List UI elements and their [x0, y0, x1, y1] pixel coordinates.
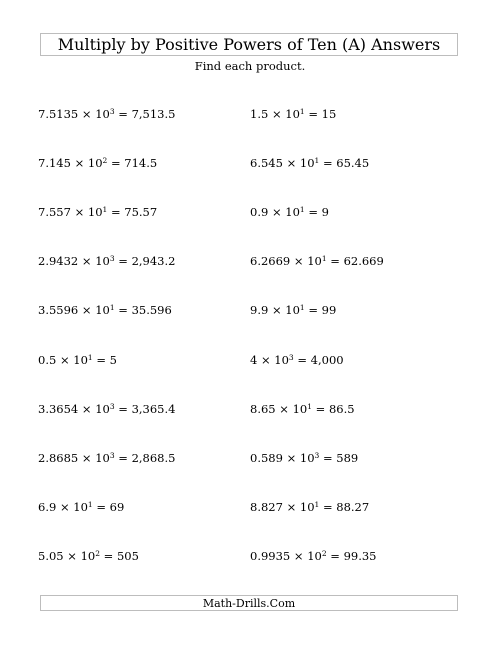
equals-sign: =	[308, 107, 318, 121]
problem-exponent: 1	[307, 401, 312, 411]
problem-answer: 75.57	[124, 205, 158, 220]
problem-right-1	[250, 107, 336, 121]
problem-answer: 35.596	[131, 303, 172, 318]
problem-left-8	[38, 451, 175, 465]
power-base-ten: 10	[87, 156, 103, 171]
problem-base: 0.9	[250, 205, 269, 220]
problem-base: 8.65	[250, 401, 276, 416]
worksheet-title: Multiply by Positive Powers of Ten (A) Answers	[40, 33, 458, 56]
power-base-ten: 10	[307, 548, 322, 563]
problem-base: 7.145	[38, 156, 71, 171]
problem-answer: 9	[321, 205, 329, 220]
problem-base: 2.8685	[38, 450, 79, 465]
problem-exponent: 1	[299, 107, 305, 116]
power-base-ten: 10	[95, 303, 110, 318]
equals-sign: =	[308, 303, 318, 318]
equals-sign: =	[330, 548, 340, 563]
times-sign: ×	[293, 548, 304, 563]
problem-answer: 505	[116, 548, 139, 563]
problem-base: 1.5	[250, 107, 269, 121]
problem-answer: 2,868.5	[131, 450, 176, 465]
times-sign: ×	[67, 548, 77, 563]
equals-sign: =	[330, 254, 340, 269]
problem-answer: 99.35	[343, 548, 377, 563]
problem-exponent: 1	[87, 352, 93, 362]
problem-base: 7.557	[38, 205, 71, 220]
times-sign: ×	[286, 450, 297, 465]
equals-sign: =	[96, 352, 106, 367]
power-base-ten: 10	[299, 499, 315, 514]
problem-right-6	[250, 353, 344, 367]
problem-base: 9.9	[250, 303, 269, 318]
power-base-ten: 10	[299, 450, 315, 465]
problem-left-9	[38, 500, 124, 514]
problem-right-4	[250, 254, 384, 268]
times-sign: ×	[81, 107, 92, 121]
problem-base: 0.589	[250, 450, 283, 465]
times-sign: ×	[279, 401, 289, 416]
problem-answer: 99	[321, 303, 337, 318]
problem-exponent: 3	[109, 450, 115, 460]
times-sign: ×	[59, 352, 70, 367]
worksheet-instruction: Find each product.	[194, 59, 306, 73]
equals-sign: =	[110, 205, 121, 220]
problem-left-1	[38, 107, 175, 121]
power-base-ten: 10	[95, 450, 110, 465]
problem-exponent: 2	[95, 548, 100, 558]
problem-exponent: 1	[299, 303, 305, 313]
power-base-ten: 10	[80, 548, 96, 563]
problem-left-3	[38, 205, 157, 219]
problem-exponent: 3	[314, 450, 320, 460]
problem-answer: 5	[109, 352, 117, 367]
times-sign: ×	[81, 450, 92, 465]
problem-base: 5.05	[38, 548, 64, 563]
equals-sign: =	[118, 303, 128, 318]
problem-answer: 3,365.4	[131, 401, 176, 416]
equals-sign: =	[322, 499, 333, 514]
equals-sign: =	[315, 401, 326, 416]
problem-exponent: 1	[109, 303, 115, 313]
power-base-ten: 10	[285, 303, 300, 318]
power-base-ten: 10	[73, 352, 88, 367]
equals-sign: =	[118, 107, 128, 121]
times-sign: ×	[271, 107, 282, 121]
problem-base: 2.9432	[38, 254, 79, 269]
power-base-ten: 10	[299, 156, 315, 171]
times-sign: ×	[74, 205, 85, 220]
times-sign: ×	[59, 499, 70, 514]
problem-base: 8.827	[250, 499, 283, 514]
problem-answer: 15	[321, 107, 337, 121]
problem-exponent: 2	[102, 156, 108, 166]
problem-right-3	[250, 205, 329, 219]
equals-sign: =	[118, 401, 128, 416]
problem-base: 6.2669	[250, 254, 291, 269]
site-footer: Math-Drills.Com	[40, 595, 458, 611]
problem-base: 0.9935	[250, 548, 291, 563]
power-base-ten: 10	[274, 352, 289, 367]
equals-sign: =	[118, 254, 128, 269]
problem-exponent: 1	[314, 156, 320, 166]
times-sign: ×	[286, 499, 297, 514]
problem-right-7	[250, 402, 355, 416]
problem-base: 6.9	[38, 499, 57, 514]
problem-left-6	[38, 353, 117, 367]
power-base-ten: 10	[285, 205, 300, 220]
problem-base: 3.3654	[38, 401, 79, 416]
times-sign: ×	[271, 303, 282, 318]
problem-left-10	[38, 549, 139, 563]
problem-exponent: 3	[109, 254, 115, 264]
problem-answer: 88.27	[336, 499, 370, 514]
problem-left-7	[38, 402, 175, 416]
problem-right-8	[250, 451, 358, 465]
times-sign: ×	[286, 156, 297, 171]
equals-sign: =	[322, 450, 333, 465]
equals-sign: =	[110, 156, 121, 171]
problem-answer: 589	[336, 450, 359, 465]
problem-left-2	[38, 156, 157, 170]
times-sign: ×	[74, 156, 85, 171]
problem-answer: 714.5	[124, 156, 158, 171]
equals-sign: =	[308, 205, 318, 220]
problem-answer: 7,513.5	[131, 107, 176, 121]
problem-exponent: 1	[321, 254, 327, 264]
problem-exponent: 1	[87, 499, 93, 509]
problem-answer: 2,943.2	[131, 254, 176, 269]
problem-answer: 65.45	[336, 156, 370, 171]
equals-sign: =	[297, 352, 307, 367]
times-sign: ×	[81, 303, 92, 318]
equals-sign: =	[322, 156, 333, 171]
problem-right-5	[250, 303, 336, 317]
problem-exponent: 1	[299, 205, 305, 215]
power-base-ten: 10	[292, 401, 308, 416]
problem-base: 0.5	[38, 352, 57, 367]
power-base-ten: 10	[285, 107, 300, 121]
power-base-ten: 10	[95, 401, 110, 416]
problem-right-10	[250, 549, 377, 563]
power-base-ten: 10	[95, 254, 110, 269]
problem-answer: 62.669	[343, 254, 384, 269]
power-base-ten: 10	[87, 205, 103, 220]
problem-exponent: 3	[109, 401, 115, 411]
problem-right-9	[250, 500, 369, 514]
problem-base: 7.5135	[38, 107, 79, 121]
problem-exponent: 1	[102, 205, 108, 215]
problem-answer: 69	[109, 499, 125, 514]
problem-exponent: 3	[109, 107, 115, 116]
times-sign: ×	[81, 254, 92, 269]
times-sign: ×	[271, 205, 282, 220]
problem-exponent: 3	[288, 352, 294, 362]
equals-sign: =	[118, 450, 128, 465]
problem-exponent: 2	[321, 548, 327, 558]
power-base-ten: 10	[95, 107, 110, 121]
problem-left-5	[38, 303, 172, 317]
problem-right-2	[250, 156, 369, 170]
times-sign: ×	[293, 254, 304, 269]
power-base-ten: 10	[307, 254, 322, 269]
problem-base: 4	[250, 352, 258, 367]
problem-base: 3.5596	[38, 303, 79, 318]
problem-base: 6.545	[250, 156, 283, 171]
equals-sign: =	[96, 499, 106, 514]
times-sign: ×	[260, 352, 271, 367]
problem-left-4	[38, 254, 175, 268]
times-sign: ×	[81, 401, 92, 416]
problem-exponent: 1	[314, 499, 320, 509]
problem-answer: 4,000	[310, 352, 344, 367]
power-base-ten: 10	[73, 499, 88, 514]
equals-sign: =	[103, 548, 114, 563]
problem-answer: 86.5	[328, 401, 355, 416]
